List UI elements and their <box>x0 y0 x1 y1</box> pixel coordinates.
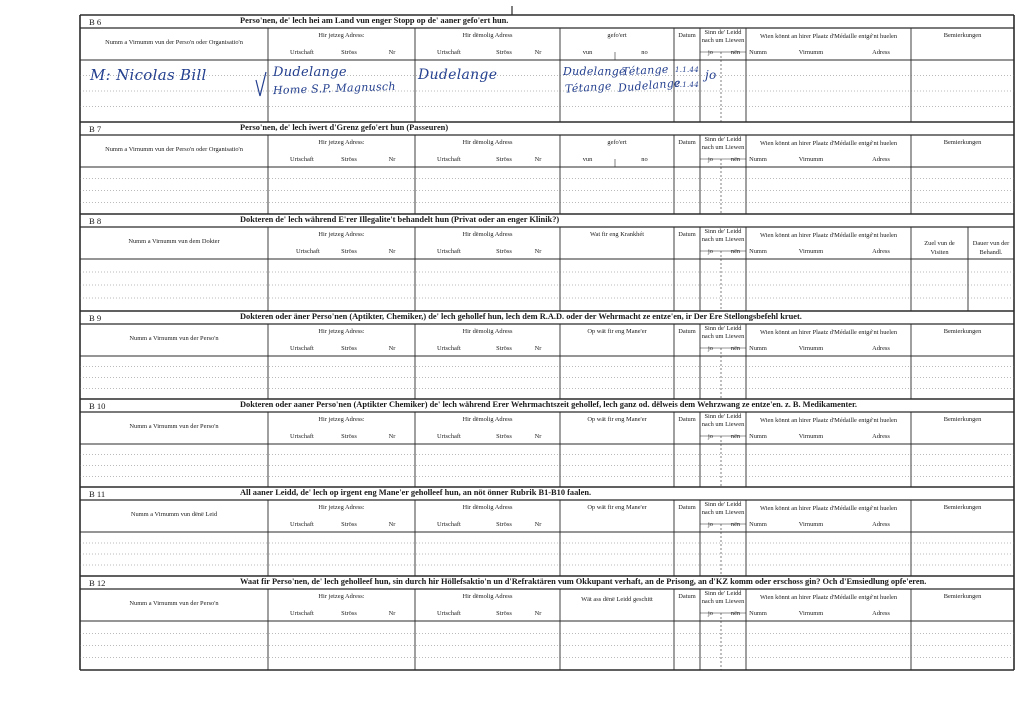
yes-label: jo <box>708 433 713 440</box>
yes-label: jo <box>708 610 713 617</box>
stross-label: Ströss <box>496 156 512 163</box>
current-address-header: Hir jetzeg Adress: <box>318 328 365 335</box>
nr-label: Nr <box>388 49 396 56</box>
nr-label: Nr <box>534 521 542 528</box>
nr-label: Nr <box>534 49 542 56</box>
urtschaft-label: Urtschaft <box>437 49 461 56</box>
current-address-header: Hir jetzeg Adress: <box>318 139 365 146</box>
name-column-header: Numm a Virnumm vun dënë Leid <box>130 511 218 518</box>
entry-date-2: 2.1.44 <box>675 81 700 89</box>
column-3-header: Op wät fir eng Mane'er <box>587 504 647 511</box>
remarks-header: Bemierkungen <box>943 416 982 423</box>
section-title: Waat fir Perso'nen, de' lech geholleef hun, sin durch hir Höllefsaktio'n un d'Refraktären vum Okkupant verhaft, an de Prisong, an d'KZ komm oder erschoss gin? Och d'Emsiedlung opfe'eren. <box>240 577 927 586</box>
medal-header: Wien könnt an hirer Plaatz d'Médaille entgé'nt huelen <box>759 594 898 601</box>
treatment-duration-header: Dauer vun der Behandl. <box>972 240 1010 256</box>
medal-header: Wien könnt an hirer Plaatz d'Médaille entgé'nt huelen <box>759 417 898 424</box>
no-label: nën <box>730 248 741 255</box>
transported-header: gefo'ert <box>607 139 627 146</box>
medal-name-label: Numm <box>749 248 767 255</box>
no-label: nën <box>730 433 741 440</box>
urtschaft-label: Urtschaft <box>290 345 314 352</box>
medal-address-label: Adress <box>872 521 890 528</box>
section-title: Dokteren oder aaner Perso'nen (Aptikter Chemiker) de' lech während Erer Wehrmachtszeit gehollef, lech ganz od. dëlweis dem Wehrzwang ze entze'en. z. B. Medikamenter. <box>240 400 858 409</box>
former-address-header: Hir dëmolig Adress <box>462 32 513 39</box>
medal-name-label: Numm <box>749 345 767 352</box>
stross-label: Ströss <box>496 610 512 617</box>
section-code: B 12 <box>89 578 106 588</box>
entry-route-from-2: Tétange <box>564 79 613 96</box>
former-address-header: Hir dëmolig Adress <box>462 593 513 600</box>
entry-route-to-1: Tétange <box>621 62 670 79</box>
medal-header: Wien könnt an hirer Plaatz d'Médaille entgé'nt huelen <box>759 505 898 512</box>
from-label: vun <box>582 49 593 56</box>
stross-label: Ströss <box>341 156 357 163</box>
urtschaft-label: Urtschaft <box>290 156 314 163</box>
entry-former-address: Dudelange <box>418 67 498 83</box>
stross-label: Ströss <box>496 248 512 255</box>
alive-header: Sinn de' Leidd nach um Liewen <box>701 590 745 605</box>
date-header: Datum <box>678 416 696 423</box>
urtschaft-label: Urtschaft <box>290 49 314 56</box>
current-address-header: Hir jetzeg Adress: <box>318 593 365 600</box>
from-label: vun <box>582 156 593 163</box>
entry-current-address-home: Home S.P. Magnusch <box>272 79 396 98</box>
nr-label: Nr <box>388 433 396 440</box>
medal-address-label: Adress <box>872 248 890 255</box>
entry-date-1: 1.1.44 <box>675 66 700 74</box>
nr-label: Nr <box>534 610 542 617</box>
former-address-header: Hir dëmolig Adress <box>462 328 513 335</box>
medal-address-label: Adress <box>872 610 890 617</box>
medal-firstname-label: Virnumm <box>798 49 824 56</box>
medal-firstname-label: Virnumm <box>798 610 824 617</box>
stross-label: Ströss <box>496 521 512 528</box>
stross-label: Ströss <box>341 345 357 352</box>
urtschaft-label: Urtschaft <box>296 248 320 255</box>
medal-header: Wien könnt an hirer Plaatz d'Médaille entgé'nt huelen <box>759 329 898 336</box>
nr-label: Nr <box>534 156 542 163</box>
section-title: Perso'nen, de' lech iwert d'Grenz gefo'ert hun (Passeuren) <box>240 123 449 132</box>
stross-label: Ströss <box>496 49 512 56</box>
yes-label: jo <box>708 49 713 56</box>
entry-name: M: Nicolas Bill <box>90 66 207 84</box>
yes-label: jo <box>708 248 713 255</box>
medal-name-label: Numm <box>749 156 767 163</box>
name-column-header: Numm a Virnumm vun der Perso'n <box>129 600 219 607</box>
alive-header: Sinn de' Leidd nach um Liewen <box>701 325 745 340</box>
stross-label: Ströss <box>341 521 357 528</box>
name-column-header: Numm a Virnumm vun der Perso'n <box>129 335 219 342</box>
medal-name-label: Numm <box>749 49 767 56</box>
medal-firstname-label: Virnumm <box>798 433 824 440</box>
to-label: no <box>641 49 648 56</box>
remarks-header: Bemierkungen <box>943 593 982 600</box>
yes-label: jo <box>708 345 713 352</box>
yes-label: jo <box>708 521 713 528</box>
name-column-header: Numm a Virnumm vun der Perso'n oder Organisatio'n <box>105 39 243 46</box>
urtschaft-label: Urtschaft <box>437 610 461 617</box>
yes-label: jo <box>708 156 713 163</box>
section-title: Dokteren oder äner Perso'nen (Aptikter, Chemiker,) de' lech gehollef hun, lech dem R.A.D. oder der Wehrmacht ze entze'en, ir Der Ere Stellongsbefehl kruet. <box>240 312 802 321</box>
nr-label: Nr <box>388 248 396 255</box>
no-label: nën <box>730 521 741 528</box>
section-code: B 7 <box>89 124 102 134</box>
column-3-header: Op wät fir eng Mane'er <box>587 416 647 423</box>
section-code: B 6 <box>89 17 102 27</box>
medal-address-label: Adress <box>872 49 890 56</box>
no-label: nën <box>730 49 741 56</box>
section-code: B 11 <box>89 489 106 499</box>
remarks-header: Bemierkungen <box>943 504 982 511</box>
urtschaft-label: Urtschaft <box>437 345 461 352</box>
nr-label: Nr <box>534 433 542 440</box>
alive-header: Sinn de' Leidd nach um Liewen <box>701 501 745 516</box>
medal-name-label: Numm <box>749 521 767 528</box>
column-3-header: Wat fir eng Krankhét <box>590 231 644 238</box>
name-column-header: Numm a Virnumm vun der Perso'n oder Organisatio'n <box>105 146 243 153</box>
section-title: Perso'nen, de' lech hei am Land vun enger Stopp op de' aaner gefo'ert hun. <box>240 16 509 25</box>
medal-firstname-label: Virnumm <box>798 521 824 528</box>
section-code: B 9 <box>89 313 102 323</box>
medal-header: Wien könnt an hirer Plaatz d'Médaille entgé'nt huelen <box>759 33 898 40</box>
medal-firstname-label: Virnumm <box>798 345 824 352</box>
date-header: Datum <box>678 231 696 238</box>
former-address-header: Hir dëmolig Adress <box>462 416 513 423</box>
entry-alive-yes: jo <box>705 68 717 82</box>
medal-firstname-label: Virnumm <box>798 156 824 163</box>
no-label: nën <box>730 610 741 617</box>
nr-label: Nr <box>388 156 396 163</box>
nr-label: Nr <box>534 345 542 352</box>
section-code: B 10 <box>89 401 106 411</box>
medal-header: Wien könnt an hirer Plaatz d'Médaille entgé'nt huelen <box>759 232 898 239</box>
entry-current-address-town: Dudelange <box>273 65 347 80</box>
visits-header: Zuel vun de Visiten <box>924 240 955 256</box>
alive-header: Sinn de' Leidd nach um Liewen <box>701 29 745 44</box>
medal-header: Wien könnt an hirer Plaatz d'Médaille entgé'nt huelen <box>759 140 898 147</box>
former-address-header: Hir dëmolig Adress <box>462 504 513 511</box>
nr-label: Nr <box>534 248 542 255</box>
current-address-header: Hir jetzeg Adress: <box>318 416 365 423</box>
urtschaft-label: Urtschaft <box>290 433 314 440</box>
medal-firstname-label: Virnumm <box>798 248 824 255</box>
no-label: nën <box>730 345 741 352</box>
urtschaft-label: Urtschaft <box>290 610 314 617</box>
date-header: Datum <box>678 504 696 511</box>
to-label: no <box>641 156 648 163</box>
name-column-header: Numm a Virnumm vun dem Dokter <box>128 238 220 245</box>
stross-label: Ströss <box>496 433 512 440</box>
urtschaft-label: Urtschaft <box>437 433 461 440</box>
medal-name-label: Numm <box>749 433 767 440</box>
urtschaft-label: Urtschaft <box>290 521 314 528</box>
stross-label: Ströss <box>341 49 357 56</box>
current-address-header: Hir jetzeg Adress: <box>318 504 365 511</box>
stross-label: Ströss <box>341 248 357 255</box>
stross-label: Ströss <box>341 610 357 617</box>
date-header: Datum <box>678 32 696 39</box>
stross-label: Ströss <box>341 433 357 440</box>
column-3-header: Op wät fir eng Mane'er <box>587 328 647 335</box>
section-title: All aaner Leidd, de' lech op irgent eng Mane'er geholleef hun, an nöt önner Rubrik B1-B10 faalen. <box>240 488 592 497</box>
date-header: Datum <box>678 593 696 600</box>
nr-label: Nr <box>388 521 396 528</box>
remarks-header: Bemierkungen <box>943 328 982 335</box>
entry-route-from-1: Dudelange <box>563 65 626 78</box>
alive-header: Sinn de' Leidd nach um Liewen <box>701 413 745 428</box>
name-column-header: Numm a Virnumm vun der Perso'n <box>129 423 219 430</box>
urtschaft-label: Urtschaft <box>437 248 461 255</box>
medal-address-label: Adress <box>872 433 890 440</box>
stross-label: Ströss <box>496 345 512 352</box>
nr-label: Nr <box>388 345 396 352</box>
former-address-header: Hir dëmolig Adress <box>462 231 513 238</box>
entry-route-to-2: Dudelange <box>617 76 682 95</box>
medal-address-label: Adress <box>872 345 890 352</box>
no-label: nën <box>730 156 741 163</box>
date-header: Datum <box>678 328 696 335</box>
medal-name-label: Numm <box>749 610 767 617</box>
remarks-header: Bemierkungen <box>943 139 982 146</box>
nr-label: Nr <box>388 610 396 617</box>
alive-header: Sinn de' Leidd nach um Liewen <box>701 228 745 243</box>
column-3-header: Wät ass dënë Leidd geschitt <box>581 596 653 603</box>
current-address-header: Hir jetzeg Adress: <box>318 32 365 39</box>
alive-header: Sinn de' Leidd nach um Liewen <box>701 136 745 151</box>
urtschaft-label: Urtschaft <box>437 521 461 528</box>
former-address-header: Hir dëmolig Adress <box>462 139 513 146</box>
section-title: Dokteren de' lech während E'rer Illegalite't behandelt hun (Privat oder an enger Klinik?) <box>240 215 560 224</box>
section-code: B 8 <box>89 216 102 226</box>
urtschaft-label: Urtschaft <box>437 156 461 163</box>
remarks-header: Bemierkungen <box>943 32 982 39</box>
transported-header: gefo'ert <box>607 32 627 39</box>
medal-address-label: Adress <box>872 156 890 163</box>
date-header: Datum <box>678 139 696 146</box>
current-address-header: Hir jetzeg Adress: <box>318 231 365 238</box>
